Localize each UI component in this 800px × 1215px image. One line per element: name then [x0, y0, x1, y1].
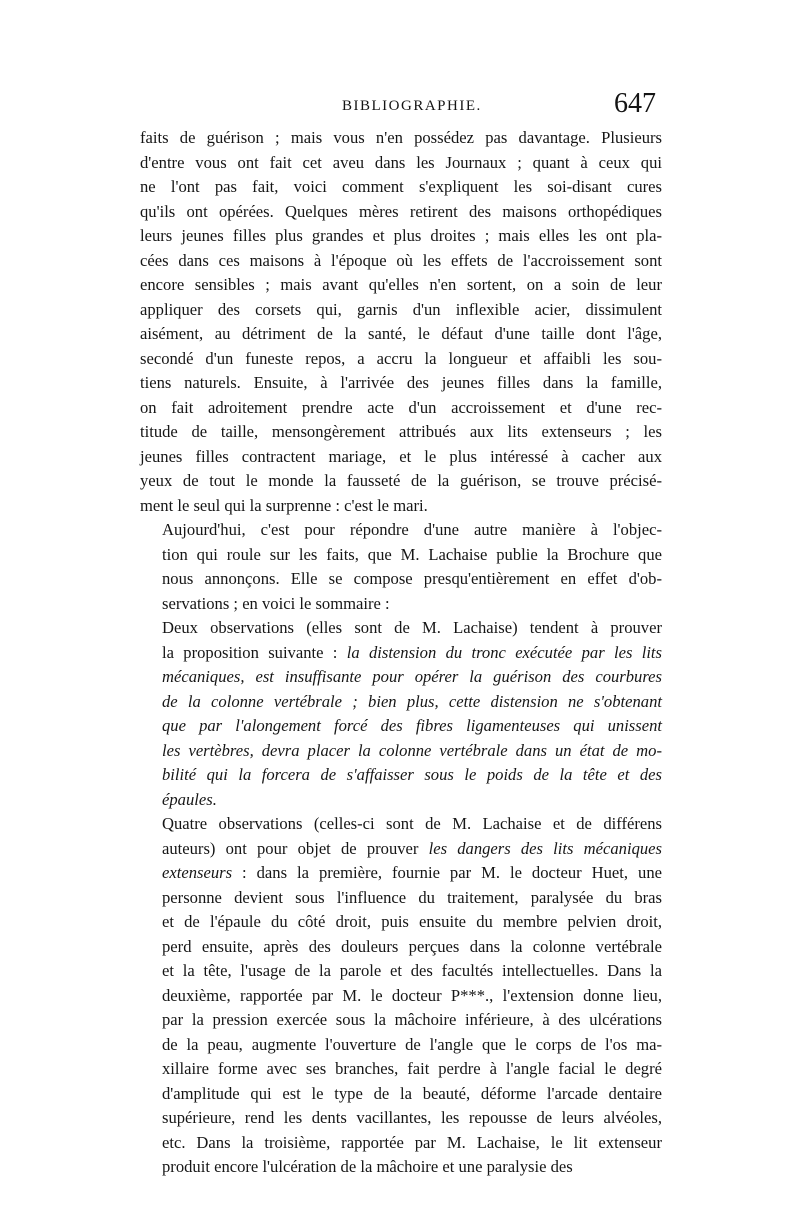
italic-text: que par l'alongement forcé des fibres ligamenteuses qui unissent	[162, 716, 662, 735]
italic-text: mécaniques, est insuffisante pour opérer la guérison des courbures	[162, 667, 662, 686]
text-run: faits de guérison ; mais vous n'en possédez pas davantage. Plusieurs	[140, 128, 662, 147]
italic-text: les dangers des lits mécaniques	[428, 838, 662, 858]
text-line	[140, 322, 662, 347]
text-line	[140, 984, 662, 1009]
text-run: yeux de tout le monde la fausseté de la guérison, se trouve précisé-	[140, 471, 662, 490]
text-run: Aujourd'hui, c'est pour répondre d'une autre manière à l'objec-	[162, 520, 662, 539]
text-run: Deux observations (elles sont de M. Lachaise) tendent à prouver	[162, 618, 662, 637]
body-text	[140, 126, 662, 1180]
text-run: supérieure, rend les dents vacillantes, les repousse de leurs alvéoles,	[162, 1108, 662, 1127]
text-run: on fait adroitement prendre acte d'un accroissement et d'une rec-	[140, 397, 662, 417]
text-run: qu'ils ont opérées. Quelques mères retirent des maisons orthopédiques	[140, 201, 662, 221]
text-line	[140, 812, 662, 837]
text-line	[140, 935, 662, 960]
text-run: secondé d'un funeste repos, a accru la longueur et affaibli les sou-	[140, 348, 662, 368]
text-run: cées dans ces maisons à l'époque où les effets de l'accroissement sont	[140, 250, 662, 270]
paragraph	[140, 616, 662, 812]
text-line	[140, 396, 662, 421]
paragraph	[140, 812, 662, 1180]
text-run: ment le seul qui la surprenne : c'est le mari.	[140, 495, 428, 515]
text-run: la proposition suivante :	[162, 642, 347, 662]
text-line	[140, 788, 662, 813]
italic-text: bilité qui la forcera de s'affaisser sous le poids de la tête et des	[162, 765, 662, 784]
text-line	[140, 347, 662, 372]
text-run: de la peau, augmente l'ouverture de l'angle que le corps de l'os ma-	[162, 1034, 662, 1054]
italic-text: extenseurs	[162, 863, 233, 882]
text-run: tion qui roule sur les faits, que M. Lachaise publie la Brochure que	[162, 544, 662, 564]
italic-text: la distension du tronc exécutée par les lits	[346, 642, 662, 662]
text-line	[140, 665, 662, 690]
text-run: jeunes filles contractent mariage, et le plus intéressé à cacher aux	[140, 446, 662, 466]
text-run: perd ensuite, après des douleurs perçues dans la colonne vertébrale	[162, 936, 662, 956]
text-line	[140, 1033, 662, 1058]
text-run: appliquer des corsets qui, garnis d'un inflexible acier, dissimulent	[140, 299, 662, 319]
text-run: Quatre observations (celles-ci sont de M. Lachaise et de différens	[162, 814, 662, 833]
text-line	[140, 518, 662, 543]
text-line	[140, 1106, 662, 1131]
text-line	[140, 1131, 662, 1156]
text-line	[140, 224, 662, 249]
text-run: et la tête, l'usage de la parole et des facultés intellectuelles. Dans la	[162, 961, 662, 980]
text-run: d'amplitude qui est le type de la beauté, déforme l'arcade dentaire	[162, 1083, 662, 1103]
running-head: BIBLIOGRAPHIE.	[342, 98, 482, 114]
text-run: encore sensibles ; mais avant qu'elles n'en sortent, on a soin de leur	[140, 275, 662, 294]
text-line	[140, 1008, 662, 1033]
page-number: 647	[614, 88, 656, 119]
text-line	[140, 469, 662, 494]
text-line	[140, 298, 662, 323]
text-run: ne l'ont pas fait, voici comment s'expliquent les soi-disant cures	[140, 177, 662, 196]
text-run: auteurs) ont pour objet de prouver	[162, 838, 429, 858]
text-run: etc. Dans la troisième, rapportée par M. Lachaise, le lit extenseur	[162, 1132, 662, 1152]
text-run: leurs jeunes filles plus grandes et plus droites ; mais elles les ont pla-	[140, 226, 662, 245]
text-run: nous annonçons. Elle se compose presqu'entièrement en effet d'ob-	[162, 569, 662, 588]
paragraph	[140, 126, 662, 518]
text-run: produit encore l'ulcération de la mâchoire et une paralysie des	[162, 1157, 573, 1176]
text-line	[140, 420, 662, 445]
text-line	[140, 1057, 662, 1082]
text-run: servations ; en voici le sommaire :	[162, 593, 390, 613]
text-line	[140, 1082, 662, 1107]
text-run: et de l'épaule du côté droit, puis ensuite du membre pelvien droit,	[162, 912, 662, 931]
text-line	[140, 151, 662, 176]
text-line	[140, 1155, 662, 1180]
italic-text: les vertèbres, devra placer la colonne vertébrale dans un état de mo-	[162, 740, 662, 760]
text-run: par la pression exercée sous la mâchoire inférieure, à des ulcérations	[162, 1010, 662, 1029]
text-line	[140, 739, 662, 764]
text-line	[140, 445, 662, 470]
text-line	[140, 714, 662, 739]
text-line	[140, 494, 662, 519]
text-line	[140, 959, 662, 984]
text-line	[140, 641, 662, 666]
text-run: titude de taille, mensongèrement attribués aux lits extenseurs ; les	[140, 422, 662, 441]
text-line	[140, 175, 662, 200]
text-line	[140, 543, 662, 568]
page-header	[140, 88, 660, 126]
text-line	[140, 837, 662, 862]
text-line	[140, 616, 662, 641]
text-run: : dans la première, fournie par M. le docteur Huet, une	[232, 863, 662, 882]
text-line	[140, 249, 662, 274]
text-run: tiens naturels. Ensuite, à l'arrivée des jeunes filles dans la famille,	[140, 373, 662, 392]
text-line	[140, 690, 662, 715]
text-line	[140, 273, 662, 298]
paragraph	[140, 518, 662, 616]
text-line	[140, 126, 662, 151]
text-run: d'entre vous ont fait cet aveu dans les Journaux ; quant à ceux qui	[140, 152, 662, 172]
text-line	[140, 886, 662, 911]
text-line	[140, 567, 662, 592]
text-line	[140, 592, 662, 617]
text-run: personne devient sous l'influence du traitement, paralysée du bras	[162, 887, 662, 907]
italic-text: épaules.	[162, 789, 217, 809]
text-line	[140, 910, 662, 935]
text-line	[140, 371, 662, 396]
italic-text: de la colonne vertébrale ; bien plus, cette distension ne s'obtenant	[162, 691, 662, 711]
text-run: xillaire forme avec ses branches, fait perdre à l'angle facial le degré	[162, 1059, 662, 1078]
text-line	[140, 200, 662, 225]
text-run: aisément, au détriment de la santé, le défaut d'une taille dont l'âge,	[140, 324, 662, 343]
text-line	[140, 763, 662, 788]
text-run: deuxième, rapportée par M. le docteur P***., l'extension donne lieu,	[162, 985, 662, 1005]
text-line	[140, 861, 662, 886]
